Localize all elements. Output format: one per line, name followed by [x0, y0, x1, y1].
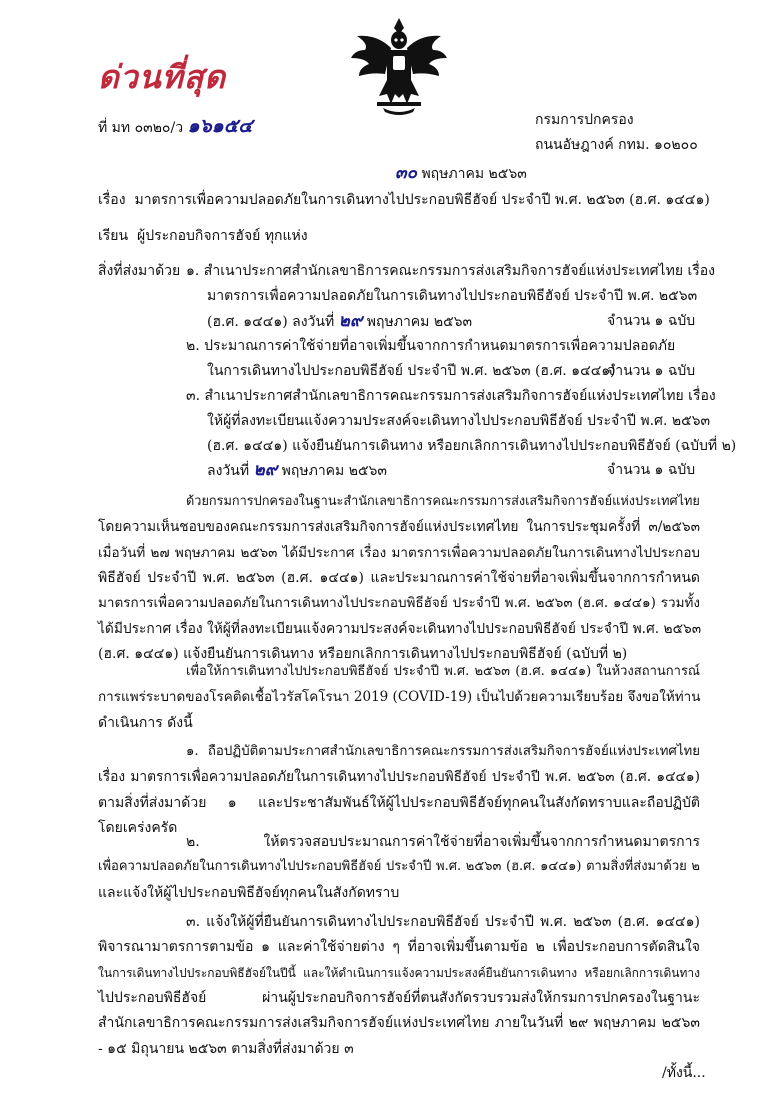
enclosure-1-line2: มาตรการเพื่อความปลอดภัยในการเดินทางไปประกอบพิธีฮัจย์ ประจำปี พ.ศ. ๒๕๖๓	[207, 288, 698, 304]
enclosure-1-qty: จำนวน ๑ ฉบับ	[607, 313, 696, 329]
p1-line-3: เมื่อวันที่ ๒๗ พฤษภาคม ๒๕๖๓ ได้มีประกาศ เรื่อง มาตรการเพื่อความปลอดภัยในการเดินทางไปประกอบ	[98, 544, 700, 561]
subject-line	[98, 191, 710, 209]
enclosure-1-day-handwritten: ๒๙	[338, 311, 363, 331]
p2-line-3: ดำเนินการ ดังนี้	[98, 714, 193, 731]
p3-line-4: โดยเคร่งครัด	[98, 819, 178, 836]
enclosure-2-line1: ๒. ประมาณการค่าใช้จ่ายที่อาจเพิ่มขึ้นจากการกำหนดมาตรการเพื่อความปลอดภัย	[186, 338, 676, 354]
document-date	[395, 164, 527, 183]
addressee-line	[98, 227, 308, 245]
continued-marker: /ทั้งนี้...	[662, 1065, 706, 1081]
subject-label: เรื่อง	[98, 192, 126, 208]
urgency-stamp: ด่วนที่สุด	[98, 58, 227, 96]
p3-line-2: เรื่อง มาตรการเพื่อความปลอดภัยในการเดินทางไปประกอบพิธีฮัจย์ ประจำปี พ.ศ. ๒๕๖๓ (ฮ.ศ. ๑๔๔๑)	[98, 769, 700, 786]
enclosure-3-date-suffix: พฤษภาคม ๒๕๖๓	[281, 463, 388, 479]
p1-line-5: มาตรการเพื่อความปลอดภัยในการเดินทางไปประกอบพิธีฮัจย์ ประจำปี พ.ศ. ๒๕๖๓ (ฮ.ศ. ๑๔๔๑) รวมทั้ง	[98, 595, 700, 612]
enclosure-3-line4	[207, 461, 387, 480]
p1-line-4: พิธีฮัจย์ ประจำปี พ.ศ. ๒๕๖๓ (ฮ.ศ. ๑๔๔๑) และประมาณการค่าใช้จ่ายที่อาจเพิ่มขึ้นจากการกำหนด	[98, 569, 700, 586]
enclosure-2-qty: จำนวน ๑ ฉบับ	[607, 363, 696, 379]
doc-number-handwritten: ๑๖๑๕๔	[187, 115, 253, 137]
enclosure-3-line1: ๓. สำเนาประกาศสำนักเลขาธิการคณะกรรมการส่งเสริมกิจการฮัจย์แห่งประเทศไทย เรื่อง	[186, 388, 716, 404]
addressee-text: ผู้ประกอบกิจการฮัจย์ ทุกแห่ง	[136, 228, 308, 244]
p1-line-7: (ฮ.ศ. ๑๔๔๑) แจ้งยืนยันการเดินทาง หรือยกเลิกการเดินทางไปประกอบพิธีฮัจย์ (ฉบับที่ ๒)	[98, 645, 628, 662]
date-day-handwritten: ๓๐	[395, 163, 417, 183]
enclosure-1-date-suffix: พฤษภาคม ๒๕๖๓	[366, 314, 473, 330]
p4-line-2: เพื่อความปลอดภัยในการเดินทางไปประกอบพิธีฮัจย์ ประจำปี พ.ศ. ๒๕๖๓ (ฮ.ศ. ๑๔๔๑) ตามสิ่งที่ส่งมาด้วย ๒	[98, 859, 700, 875]
p2-line-1: เพื่อให้การเดินทางไปประกอบพิธีฮัจย์ ประจำปี พ.ศ. ๒๕๖๓ (ฮ.ศ. ๑๔๔๑) ในห้วงสถานการณ์	[186, 664, 700, 679]
p1-line-6: ได้มีประกาศ เรื่อง ให้ผู้ที่ลงทะเบียนแจ้งความประสงค์จะเดินทางไปประกอบพิธีฮัจย์ ประจำปี พ.ศ. ๒๕๖๓	[98, 620, 702, 637]
enclosure-3-line3: (ฮ.ศ. ๑๔๔๑) แจ้งยืนยันการเดินทาง หรือยกเลิกการเดินทางไปประกอบพิธีฮัจย์ (ฉบับที่ ๒)	[207, 438, 737, 454]
enclosure-1-line1: ๑. สำเนาประกาศสำนักเลขาธิการคณะกรรมการส่งเสริมกิจการฮัจย์แห่งประเทศไทย เรื่อง	[186, 263, 716, 279]
p5-line-1: ๓. แจ้งให้ผู้ที่ยืนยันการเดินทางไปประกอบพิธีฮัจย์ ประจำปี พ.ศ. ๒๕๖๓ (ฮ.ศ. ๑๔๔๑)	[186, 914, 700, 930]
enclosures-label: สิ่งที่ส่งมาด้วย	[98, 263, 181, 279]
garuda-emblem-icon	[347, 14, 451, 118]
p3-line-1: ๑. ถือปฏิบัติตามประกาศสำนักเลขาธิการคณะกรรมการส่งเสริมกิจการฮัจย์แห่งประเทศไทย	[186, 744, 700, 759]
enclosure-3-line2: ให้ผู้ที่ลงทะเบียนแจ้งความประสงค์จะเดินทางไปประกอบพิธีฮัจย์ ประจำปี พ.ศ. ๒๕๖๓	[207, 413, 711, 429]
p5-line-4: ไปประกอบพิธีฮัจย์ ผ่านผู้ประกอบกิจการฮัจย์ที่ตนสังกัดรวบรวมส่งให้กรมการปกครองในฐานะ	[98, 989, 700, 1006]
enclosure-3-day-handwritten: ๒๙	[253, 460, 278, 480]
p3-line-3: ตามสิ่งที่ส่งมาด้วย ๑ และประชาสัมพันธ์ให้ผู้ไปประกอบพิธีฮัจย์ทุกคนในสังกัดทราบและถือปฏิบัติ	[98, 794, 700, 811]
enclosure-3-date-prefix: ลงวันที่	[207, 463, 250, 479]
p2-line-2: การแพร่ระบาดของโรคติดเชื้อไวรัสโคโรนา 2019 (COVID-19) เป็นไปด้วยความเรียบร้อย จึงขอให้ท่าน	[98, 689, 701, 706]
p5-line-3: ในการเดินทางไปประกอบพิธีฮัจย์ในปีนี้ และให้ดำเนินการแจ้งความประสงค์ยืนยันการเดินทาง หรือยกเลิกการเดินทาง	[98, 965, 700, 980]
p5-line-5: สำนักเลขาธิการคณะกรรมการส่งเสริมกิจการฮัจย์แห่งประเทศไทย ภายในวันที่ ๒๙ พฤษภาคม ๒๕๖๓	[98, 1015, 700, 1032]
p4-line-3: และแจ้งให้ผู้ไปประกอบพิธีฮัจย์ทุกคนในสังกัดทราบ	[98, 884, 400, 901]
doc-number-prefix: ที่ มท ๐๓๒๐/ว	[98, 120, 184, 136]
enclosure-1-line3	[207, 312, 472, 331]
org-name: กรมการปกครอง	[535, 112, 634, 128]
enclosure-3-qty: จำนวน ๑ ฉบับ	[607, 462, 696, 478]
p1-line-1: ด้วยกรมการปกครองในฐานะสำนักเลขาธิการคณะกรรมการส่งเสริมกิจการฮัจย์แห่งประเทศไทย	[186, 494, 700, 509]
addressee-label: เรียน	[98, 228, 129, 244]
p4-line-1: ๒. ให้ตรวจสอบประมาณการค่าใช้จ่ายที่อาจเพิ่มขึ้นจากการกำหนดมาตรการ	[186, 834, 700, 850]
p5-line-6: - ๑๕ มิถุนายน ๒๕๖๓ ตามสิ่งที่ส่งมาด้วย ๓	[98, 1040, 354, 1057]
p1-line-2: โดยความเห็นชอบของคณะกรรมการส่งเสริมกิจการฮัจย์แห่งประเทศไทย ในการประชุมครั้งที่ ๓/๒๕๖๓	[98, 519, 700, 536]
document-number	[98, 117, 252, 137]
enclosure-1-date-prefix: (ฮ.ศ. ๑๔๔๑) ลงวันที่	[207, 314, 335, 330]
enclosure-2-line2: ในการเดินทางไปประกอบพิธีฮัจย์ ประจำปี พ.ศ. ๒๕๖๓ (ฮ.ศ. ๑๔๔๑)	[207, 363, 616, 379]
p5-line-2: พิจารณามาตรการตามข้อ ๑ และค่าใช้จ่ายต่าง ๆ ที่อาจเพิ่มขึ้นตามข้อ ๒ เพื่อประกอบการตัดสินใจ	[98, 939, 700, 956]
subject-text: มาตรการเพื่อความปลอดภัยในการเดินทางไปประกอบพิธีฮัจย์ ประจำปี พ.ศ. ๒๕๖๓ (ฮ.ศ. ๑๔๔๑)	[134, 192, 710, 208]
org-address: ถนนอัษฎางค์ กทม. ๑๐๒๐๐	[535, 137, 698, 153]
date-month-year: พฤษภาคม ๒๕๖๓	[421, 166, 527, 182]
